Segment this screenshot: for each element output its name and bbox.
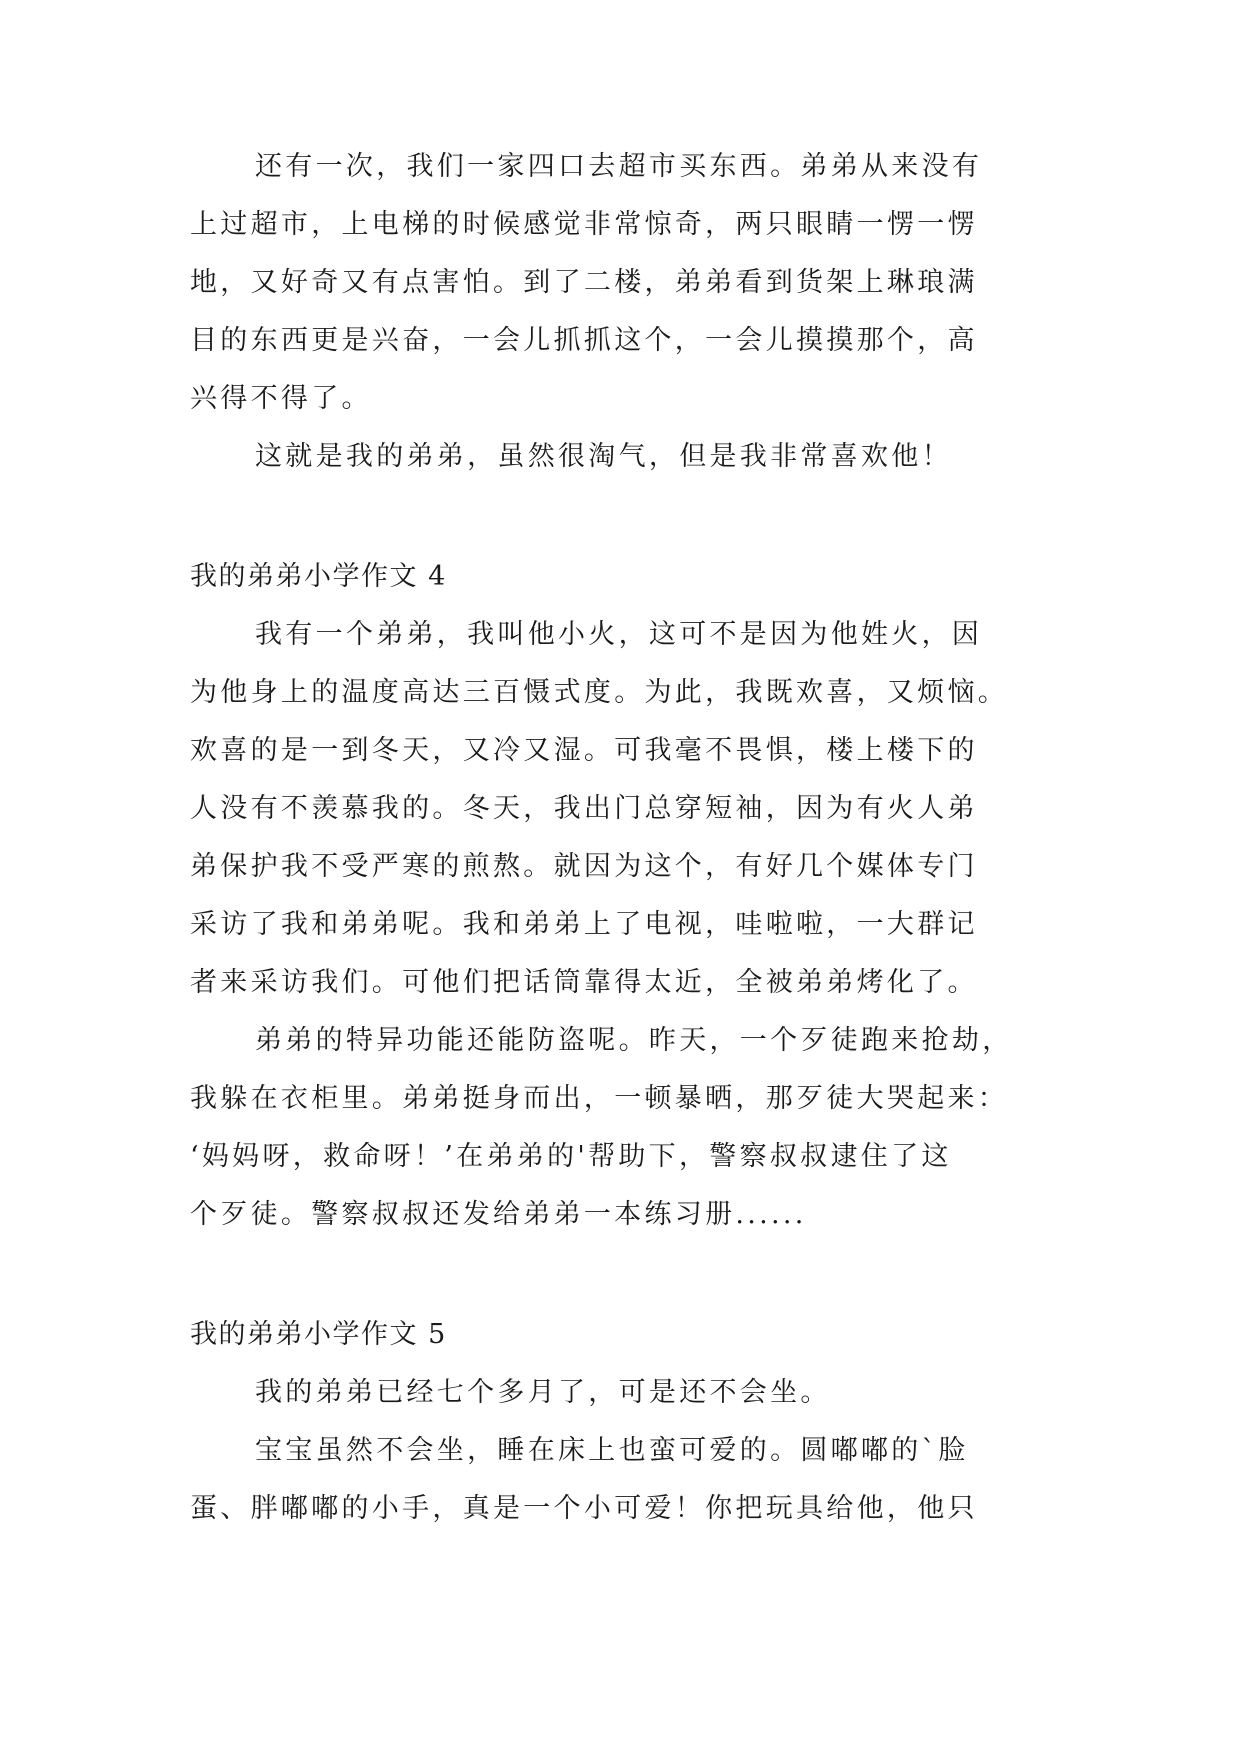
text-line: 采访了我和弟弟呢。我和弟弟上了电视，哇啦啦，一大群记 — [190, 909, 978, 940]
text-line: 为他身上的温度高达三百慑式度。为此，我既欢喜，又烦恼。 — [190, 677, 1009, 708]
text-line: 者来采访我们。可他们把话筒靠得太近，全被弟弟烤化了。 — [190, 967, 978, 998]
text-line: 欢喜的是一到冬天，又冷又湿。可我毫不畏惧，楼上楼下的 — [190, 735, 978, 766]
text-line: 我的弟弟已经七个多月了，可是还不会坐。 — [255, 1377, 831, 1408]
text-line: 还有一次，我们一家四口去超市买东西。弟弟从来没有 — [255, 151, 983, 182]
text-line: 我有一个弟弟，我叫他小火，这可不是因为他姓火，因 — [255, 619, 983, 650]
text-line: 这就是我的弟弟，虽然很淘气，但是我非常喜欢他！ — [255, 441, 952, 472]
section-heading: 我的弟弟小学作文 4 — [190, 561, 447, 592]
text-line: ‘妈妈呀，救命呀！’在弟弟的'帮助下，警察叔叔逮住了这 — [190, 1141, 952, 1172]
text-line: 宝宝虽然不会坐，睡在床上也蛮可爱的。圆嘟嘟的`脸 — [255, 1435, 969, 1466]
text-line: 蛋、胖嘟嘟的小手，真是一个小可爱！你把玩具给他，他只 — [190, 1493, 978, 1524]
text-line: 地，又好奇又有点害怕。到了二楼，弟弟看到货架上琳琅满 — [190, 267, 978, 298]
text-line: 我躲在衣柜里。弟弟挺身而出，一顿暴晒，那歹徒大哭起来： — [190, 1083, 1009, 1114]
text-line: 上过超市，上电梯的时候感觉非常惊奇，两只眼睛一愣一愣 — [190, 209, 978, 240]
text-line: 弟弟的特异功能还能防盗呢。昨天，一个歹徒跑来抢劫， — [255, 1025, 1013, 1056]
text-line: 弟保护我不受严寒的煎熬。就因为这个，有好几个媒体专门 — [190, 851, 978, 882]
text-line: 兴得不得了。 — [190, 383, 372, 414]
text-line: 个歹徒。警察叔叔还发给弟弟一本练习册...... — [190, 1199, 807, 1230]
text-line: 人没有不羡慕我的。冬天，我出门总穿短袖，因为有火人弟 — [190, 793, 978, 824]
text-line: 目的东西更是兴奋，一会儿抓抓这个，一会儿摸摸那个，高 — [190, 325, 978, 356]
section-heading: 我的弟弟小学作文 5 — [190, 1319, 447, 1350]
